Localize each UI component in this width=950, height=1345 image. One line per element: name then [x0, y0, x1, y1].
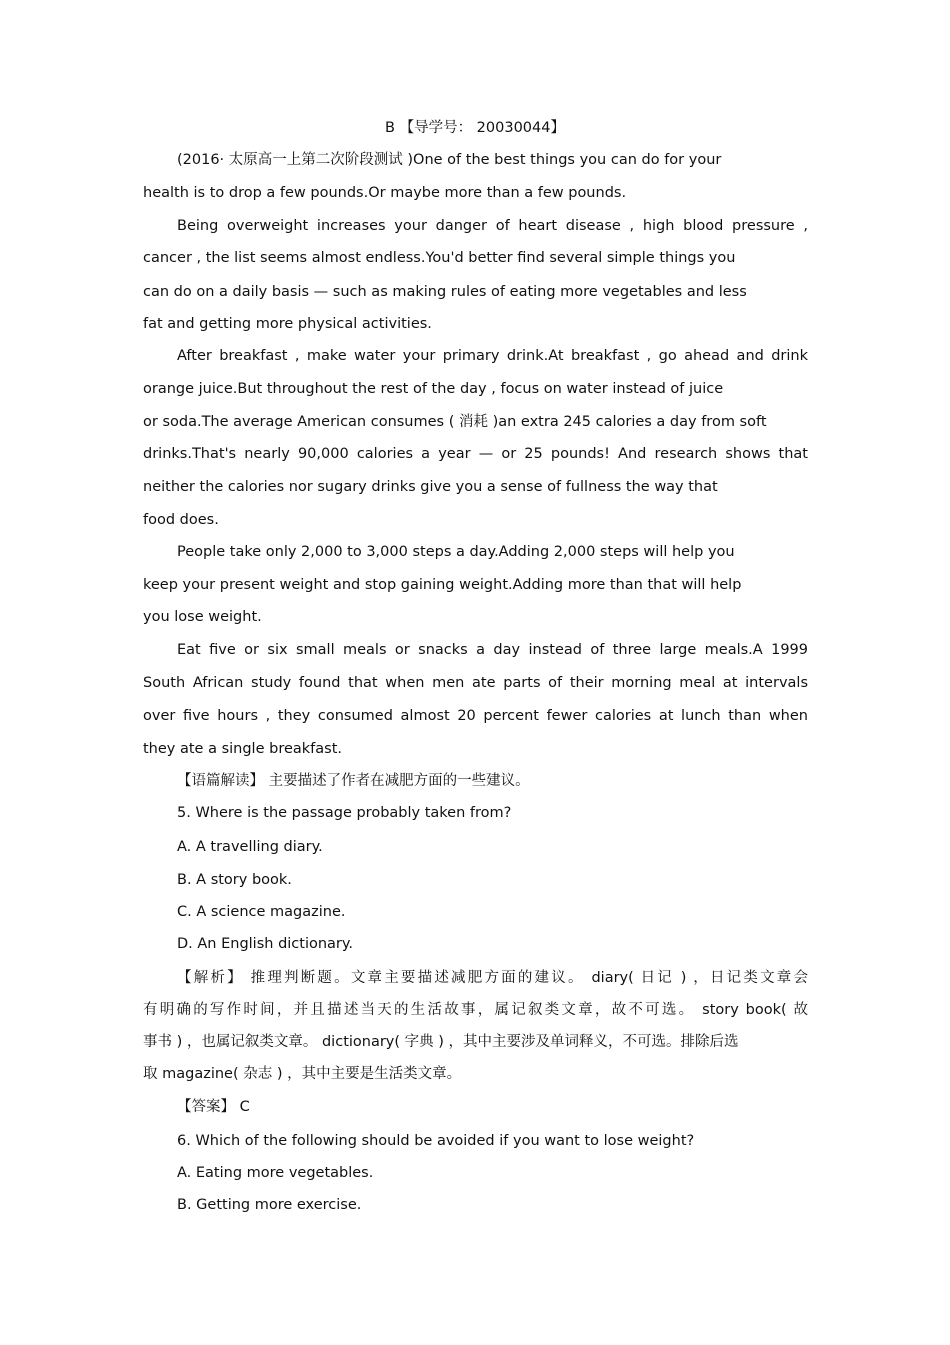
passage-line: Eat five or six small meals or snacks a day instead of three large meals.A 1999 [177, 642, 808, 658]
option-b: B. Getting more exercise. [177, 1197, 362, 1213]
answer-line: 【答案】 C [177, 1099, 250, 1115]
passage-line: you lose weight. [143, 609, 262, 625]
explanation-line: 取 magazine( 杂志 ) ，其中主要是生活类文章。 [143, 1066, 462, 1082]
passage-line: drinks.That's nearly 90,000 calories a year — or 25 pounds! And research shows that [143, 446, 808, 462]
section-title: B 【导学号： 20030044】 [385, 120, 565, 136]
passage-line: or soda.The average American consumes ( 消耗 )an extra 245 calories a day from soft [143, 414, 767, 430]
option-a: A. A travelling diary. [177, 839, 323, 855]
passage-line: over five hours , they consumed almost 20 percent fewer calories at lunch than when [143, 708, 808, 724]
passage-line: keep your present weight and stop gaining weight.Adding more than that will help [143, 577, 742, 593]
passage-line: food does. [143, 512, 219, 528]
passage-line: After breakfast , make water your primary drink.At breakfast , go ahead and drink [177, 348, 808, 364]
passage-line: neither the calories nor sugary drinks give you a sense of fullness the way that [143, 479, 718, 495]
passage-line: South African study found that when men ate parts of their morning meal at intervals [143, 675, 808, 691]
passage-line: they ate a single breakfast. [143, 741, 343, 757]
passage-line: Being overweight increases your danger of heart disease , high blood pressure , [177, 218, 808, 234]
passage-line: cancer , the list seems almost endless.You'd better find several simple things you [143, 250, 736, 266]
option-c: C. A science magazine. [177, 904, 346, 920]
option-d: D. An English dictionary. [177, 936, 354, 952]
question-5: 5. Where is the passage probably taken from? [177, 805, 512, 821]
passage-summary: 【语篇解读】 主要描述了作者在减肥方面的一些建议。 [177, 773, 530, 789]
explanation-line: 事书 ) ，也属记叙类文章。 dictionary( 字典 ) ，其中主要涉及单词释义，不可选。排除后选 [143, 1034, 739, 1050]
option-a: A. Eating more vegetables. [177, 1165, 374, 1181]
passage-line: People take only 2,000 to 3,000 steps a day.Adding 2,000 steps will help you [177, 544, 735, 560]
explanation-line: 有明确的写作时间，并且描述当天的生活故事，属记叙类文章，故不可选。 story book( 故 [143, 1002, 808, 1018]
explanation-line: 【解析】 推理判断题。文章主要描述减肥方面的建议。 diary( 日记 ) ，日记类文章会 [177, 970, 808, 986]
option-b: B. A story book. [177, 872, 292, 888]
question-6: 6. Which of the following should be avoided if you want to lose weight? [177, 1133, 695, 1149]
passage-line: (2016· 太原高一上第二次阶段测试 )One of the best things you can do for your [177, 152, 722, 168]
passage-line: fat and getting more physical activities. [143, 316, 432, 332]
passage-line: health is to drop a few pounds.Or maybe more than a few pounds. [143, 185, 627, 201]
passage-line: orange juice.But throughout the rest of the day , focus on water instead of juice [143, 381, 724, 397]
passage-line: can do on a daily basis — such as making rules of eating more vegetables and less [143, 284, 747, 300]
